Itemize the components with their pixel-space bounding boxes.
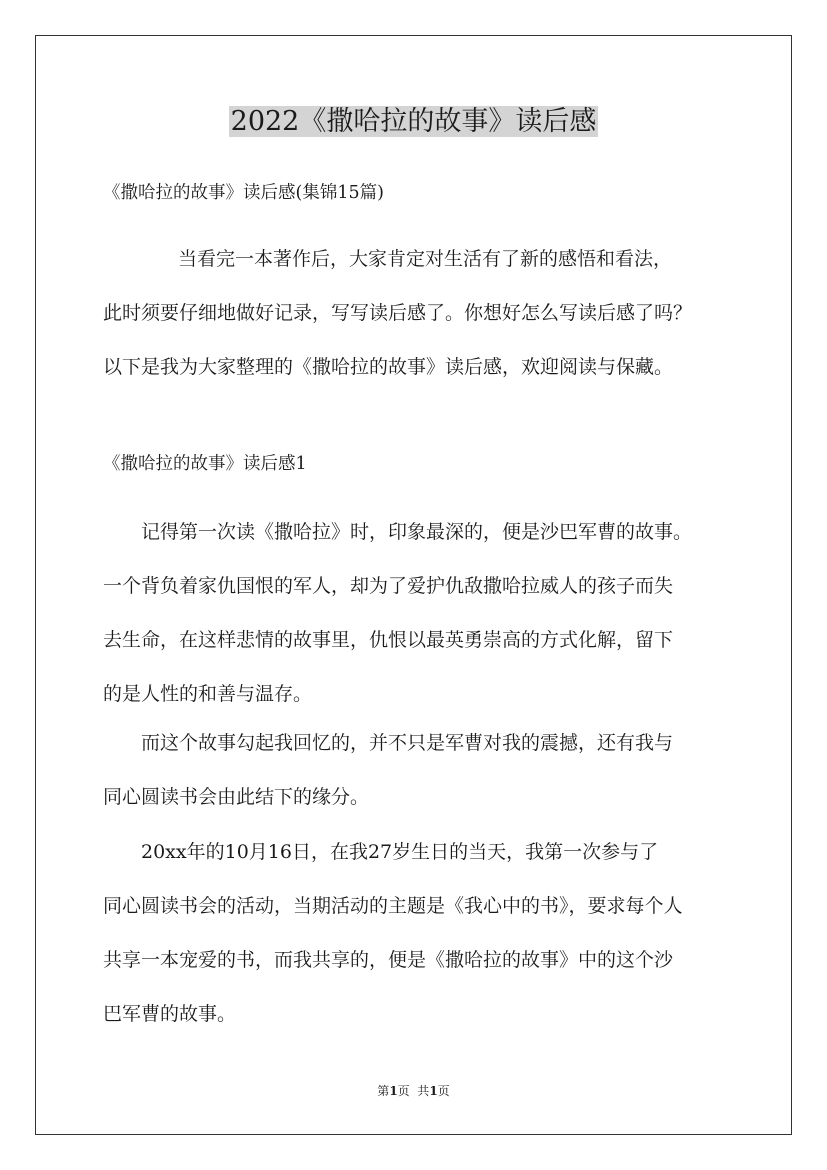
- paragraph-3: [103, 825, 733, 1041]
- paragraph-line: 巴军曹的故事。: [103, 1003, 237, 1025]
- document-title: 2022《撒哈拉的故事》读后感: [230, 106, 597, 137]
- paragraph-line: 共享一本宠爱的书，而我共享的，便是《撒哈拉的故事》中的这个沙: [103, 949, 674, 971]
- paragraph-line: 而这个故事勾起我回忆的，并不只是军曹对我的震撼，还有我与: [141, 732, 674, 754]
- page-total: 1: [429, 1084, 438, 1098]
- page-suffix: 页: [437, 1084, 450, 1098]
- paragraph-line: 20xx年的10月16日，在我27岁生日的当天，我第一次参与了: [141, 841, 659, 863]
- section-heading: 《撒哈拉的故事》读后感1: [103, 454, 307, 474]
- intro-paragraph: [103, 232, 733, 394]
- page-footer: [0, 1082, 827, 1100]
- paragraph-line: 去生命，在这样悲情的故事里，仇恨以最英勇崇高的方式化解，留下: [103, 629, 674, 651]
- paragraph-2: [103, 716, 733, 824]
- intro-line: 此时须要仔细地做好记录，写写读后感了。你想好怎么写读后感了吗？: [103, 302, 693, 324]
- intro-line: 当看完一本著作后，大家肯定对生活有了新的感悟和看法，: [178, 248, 673, 270]
- paragraph-line: 一个背负着家仇国恨的军人，却为了爱护仇敌撒哈拉威人的孩子而失: [103, 575, 674, 597]
- paragraph-line: 同心圆读书会由此结下的缘分。: [103, 786, 370, 808]
- paragraph-1: [103, 505, 733, 721]
- document-subtitle: 《撒哈拉的故事》读后感(集锦15篇): [103, 183, 384, 203]
- paragraph-line: 记得第一次读《撒哈拉》时，印象最深的，便是沙巴军曹的故事。: [141, 521, 693, 543]
- page-mid: 页 共: [397, 1084, 430, 1098]
- paragraph-line: 同心圆读书会的活动，当期活动的主题是《我心中的书》，要求每个人: [103, 895, 683, 917]
- intro-line: 以下是我为大家整理的《撒哈拉的故事》读后感，欢迎阅读与保藏。: [103, 356, 674, 378]
- page-prefix: 第: [377, 1084, 390, 1098]
- page-current: 1: [389, 1084, 398, 1098]
- paragraph-line: 的是人性的和善与温存。: [103, 683, 313, 705]
